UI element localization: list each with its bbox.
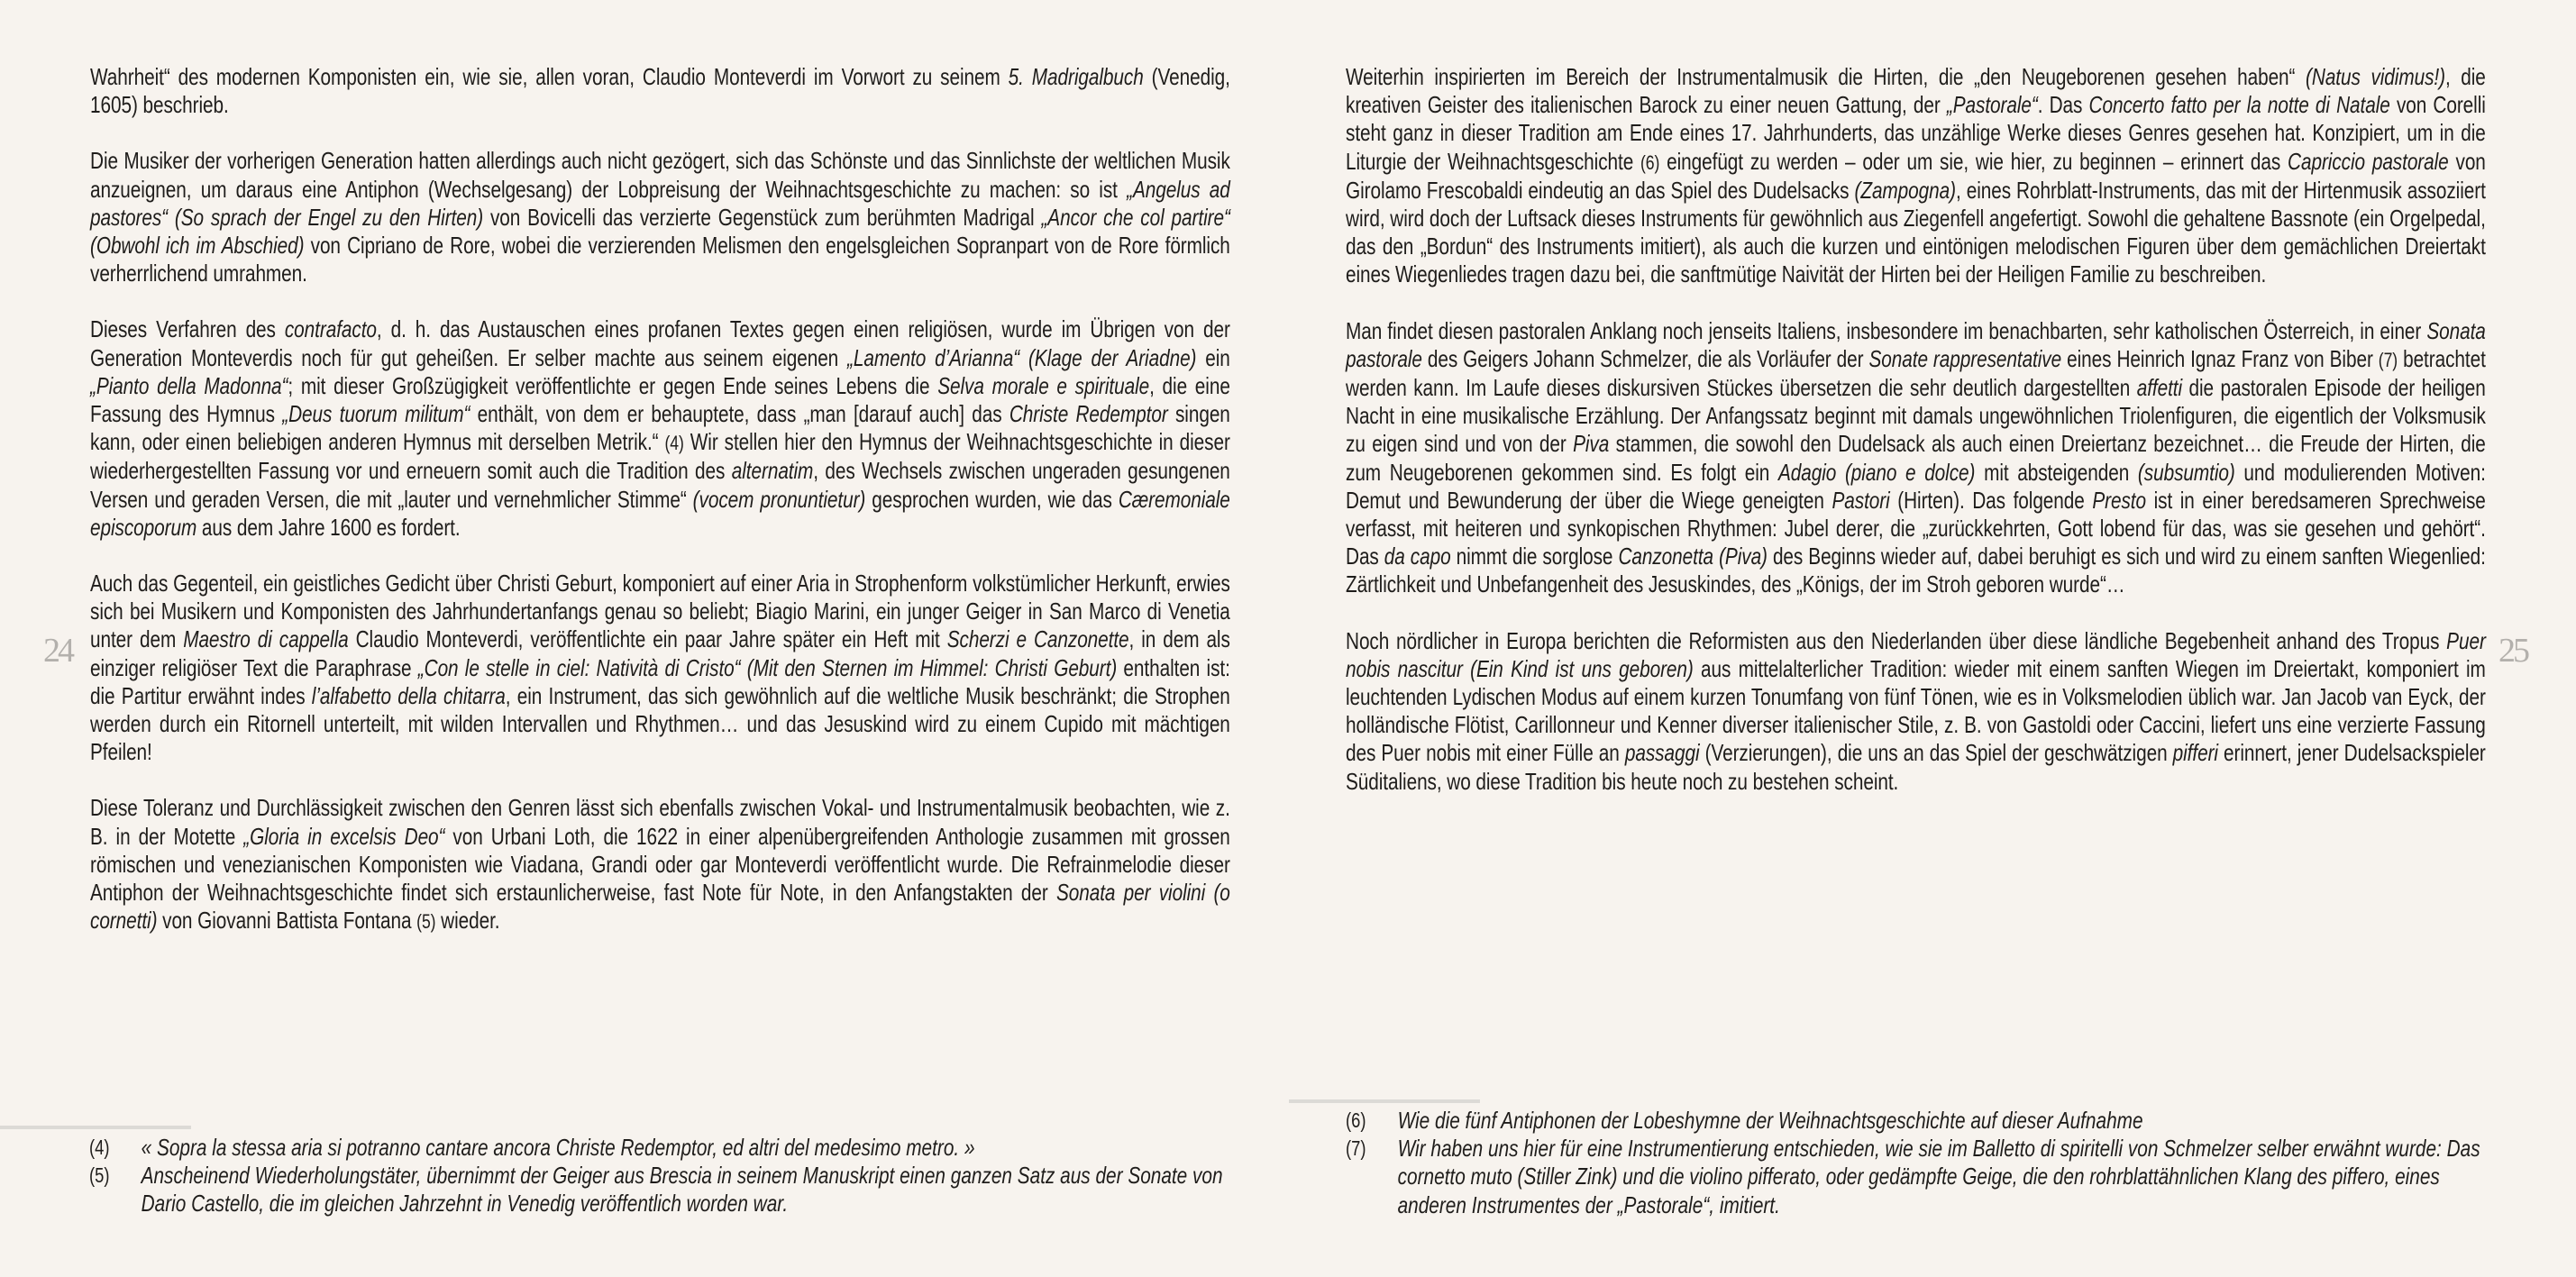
right-body-text xyxy=(1346,63,2486,824)
body-paragraph xyxy=(1346,627,2486,796)
footnote-number: (7) xyxy=(1346,1136,1366,1161)
text-run: erinnert, jener Dudelsackspieler Süditaliens, wo diese Tradition bis heute noch zu bestehen scheint. xyxy=(1346,739,2486,795)
footnote-text: Wir haben uns hier für eine Instrumentierung entschieden, wie sie im Balletto di spiritelli von Schmelzer selber erwähnt wurde: Das cornetto muto (Stiller Zink) und die violino pifferato, oder gedämpfte Geige, die den rohrblattähnlichen Klang des piffero, eines anderen Instrumentes der „Pastorale“, imitiert. xyxy=(1397,1135,2480,1218)
text-run: Man findet diesen pastoralen Anklang noch jenseits Italiens, insbesondere im benachbarten, sehr katholischen Österreich, in einer xyxy=(1346,316,2427,344)
text-run: ; mit dieser Großzügigkeit veröffentlichte er gegen Ende seines Lebens die xyxy=(288,371,938,399)
text-run: , die kreativen Geister des italienischen Barock zu einer neuen Gattung, der xyxy=(1346,63,2486,119)
footnote-text: « Sopra la stessa aria si potranno cantare ancora Christe Redemptor, ed altri del medesimo metro. » xyxy=(141,1134,975,1161)
italic-term: Piva xyxy=(1573,430,1610,458)
italic-term: „Lamento d’Arianna“ (Klage der Ariadne) xyxy=(847,343,1197,371)
text-run: Auch das Gegenteil, ein geistliches Gedicht über Christi Geburt, komponiert auf einer Aria in Strophenform volkstümlicher Herkunft, erwies sich bei Musikern und Komponisten des Jahrhundertanfangs genau so beliebt; Biagio Marini, ein junger Geiger in San Marco di Venetia unter dem xyxy=(90,570,1230,653)
text-run: von Bovicelli das verzierte Gegenstück zum berühmten Madrigal xyxy=(483,203,1042,231)
text-run: gesprochen wurden, wie das xyxy=(865,485,1119,513)
italic-term: passaggi xyxy=(1624,739,1700,767)
page-number-right: 25 xyxy=(2498,632,2527,670)
text-run: Claudio Monteverdi, veröffentlichte ein paar Jahre später ein Heft mit xyxy=(348,625,947,653)
italic-term: (vocem pronuntietur) xyxy=(692,485,866,513)
text-run: aus dem Jahre 1600 es fordert. xyxy=(196,513,461,541)
footnote-divider-right xyxy=(1289,1099,1480,1103)
footnote-reference: (7) xyxy=(2378,348,2398,371)
text-run: eines Heinrich Ignaz Franz von Biber xyxy=(2061,344,2379,372)
italic-term: Pastori xyxy=(1832,486,1890,514)
text-run: Diese Toleranz und Durchlässigkeit zwischen den Genren lässt sich ebenfalls zwischen Vokal- und Instrumentalmusik beobachten, wie z. B. in der Motette xyxy=(90,794,1230,850)
text-run: Weiterhin inspirierten im Bereich der Instrumentalmusik die Hirten, die „den Neugeborenen gesehen haben“ xyxy=(1346,63,2307,90)
left-footnotes xyxy=(89,1134,1230,1218)
italic-term: 5. Madrigalbuch xyxy=(1008,63,1144,90)
text-run: enthalten ist: die Partitur erwähnt indes xyxy=(90,653,1230,709)
text-run: , eines Rohrblatt-Instruments, das mit der Hirtenmusik assoziiert wird, wird doch der Luftsack dieses Instruments für gewöhnlich aus Ziegenfell angefertigt. Sowohl die gehaltene Bassnote (ein Orgelpedal, das den „Bordun“ des Instruments imitiert), als auch die kurzen und eintönigen melodischen Figuren über dem gemächlichen Dreiertakt eines Wiegenliedes tragen dazu bei, die sanftmütige Naivität der Hirten bei der Heiligen Familie zu beschreiben. xyxy=(1346,176,2486,288)
text-run: und modulierenden Motiven: Demut und Bewunderung der über die Wiege geneigten xyxy=(1346,458,2486,514)
text-run: aus mittelalterlicher Tradition: wieder mit einem sanften Wiegen im Dreiertakt, komponiert im leuchtenden Lydischen Modus auf einem kurzen Tonumfang von fünf Tönen, wie es in Volksmelodien üblich war. Jan Jacob van Eyck, der holländische Flötist, Carillonneur und Kenner diverser italienischer Stile, z. B. von Gastoldi oder Caccini, liefert uns eine verzierte Fassung des Puer nobis mit einer Fülle an xyxy=(1346,654,2486,767)
italic-term: (Natus vidimus!) xyxy=(2306,63,2445,90)
text-run: (Venedig, 1605) beschrieb. xyxy=(90,63,1230,119)
italic-term: Maestro di cappella xyxy=(183,625,349,653)
italic-term: Sonate rappresentative xyxy=(1868,344,2062,372)
text-run: von Girolamo Frescobaldi eindeutig an das Spiel des Dudelsacks xyxy=(1346,147,2486,204)
footnote-text: Anscheinend Wiederholungstäter, übernimmt der Geiger aus Brescia in seinem Manuskript einen ganzen Satz aus der Sonate von Dario Castello, die im gleichen Jahrzehnt in Venedig veröffentlich worden war. xyxy=(141,1162,1223,1218)
text-run: Dieses Verfahren des xyxy=(90,315,285,343)
text-run: , d. h. das Austauschen eines profanen Textes gegen einen religiösen, wurde im Übrigen von der Generation Monteverdis noch für gut geheißen. Er selber machte aus seinem eigenen xyxy=(90,315,1230,371)
text-run: (Hirten). Das folgende xyxy=(1889,486,2093,514)
footnote-text: Wie die fünf Antiphonen der Lobeshymne der Weihnachtsgeschichte auf dieser Aufnahme xyxy=(1397,1107,2143,1134)
text-run: von Giovanni Battista Fontana xyxy=(157,907,417,935)
text-run: Die Musiker der vorherigen Generation hatten allerdings auch nicht gezögert, sich das Schönste und das Sinnlichste der weltlichen Musik anzueignen, um daraus eine Antiphon (Wechselgesang) der Lobpreisung der Weihnachtsgeschichte zu machen: so ist xyxy=(90,147,1230,203)
text-run: , ein Instrument, das sich gewöhnlich auf die weltliche Musik beschränkt; die Strophen werden durch ein Ritornell unterteilt, mit wilden Intervallen und Rhythmen… und das Jesuskind wird zu einem Cupido mit mächtigen Pfeilen! xyxy=(90,681,1230,766)
italic-term: „Pianto della Madonna“ xyxy=(90,371,288,399)
text-run: Wir stellen hier den Hymnus der Weihnachtsgeschichte in dieser wiederhergestellten Fassung vor und erneuern somit auch die Tradition des xyxy=(90,428,1230,485)
italic-term: Presto xyxy=(2092,486,2146,514)
italic-term: alternatim xyxy=(731,457,814,485)
footnote xyxy=(89,1134,1230,1162)
body-paragraph xyxy=(1346,317,2486,599)
page-number-left: 24 xyxy=(43,632,72,670)
italic-term: Puer nobis nascitur (Ein Kind ist uns geboren) xyxy=(1346,626,2486,682)
footnote-number: (5) xyxy=(89,1163,110,1188)
italic-term: affetti xyxy=(2136,374,2183,402)
footnote-number: (4) xyxy=(89,1136,110,1159)
italic-term: da capo xyxy=(1384,543,1451,570)
text-run: des Geigers Johann Schmelzer, die als Vorläufer der xyxy=(1421,344,1869,372)
italic-term: Sonata per violini (o cornetti) xyxy=(90,879,1230,935)
body-paragraph xyxy=(90,794,1230,935)
italic-term: pifferi xyxy=(2172,739,2218,767)
text-run: enthält, von dem er behauptete, dass „man [darauf auch] das xyxy=(470,400,1009,428)
left-body-text xyxy=(90,63,1230,963)
text-run: von Urbani Loth, die 1622 in einer alpenübergreifenden Anthologie zusammen mit grossen römischen und venezianischen Komponisten wie Viadana, Grandi oder gar Monteverdi veröffentlicht wurde. Die Refrainmelodie dieser Antiphon der Weihnachtsgeschichte findet sich erstaunlicherweise, fast Note für Note, in den Anfangstakten der xyxy=(90,822,1230,907)
body-paragraph xyxy=(90,570,1230,766)
italic-term: Concerto fatto per la notte di Natale xyxy=(2088,91,2390,119)
footnote-reference: (6) xyxy=(1640,151,1660,174)
text-run: wieder. xyxy=(435,907,500,935)
text-run: , des Wechsels zwischen ungeraden gesungenen Versen und geraden Versen, die mit „lauter und vernehmlicher Stimme“ xyxy=(90,457,1230,513)
footnote xyxy=(1346,1135,2487,1219)
text-run: ist in einer beredsameren Sprechweise verfasst, mit heiteren und synkopischen Rhythmen: Jubel derer, die „zurückkehrten, Gott lobend für das, was sie gesehen und gehört“. Das xyxy=(1346,486,2486,570)
italic-term: Canzonetta (Piva) xyxy=(1618,543,1768,570)
footnote-divider-left xyxy=(0,1126,191,1129)
text-run: , die eine Fassung des Hymnus xyxy=(90,371,1230,428)
footnote-reference: (4) xyxy=(664,432,684,455)
italic-term: Cæremoniale episcoporum xyxy=(90,485,1230,541)
text-run: Wahrheit“ des modernen Komponisten ein, wie sie, allen voran, Claudio Monteverdi im Vorwort zu seinem xyxy=(90,63,1009,90)
body-paragraph xyxy=(1346,63,2486,289)
footnote xyxy=(1346,1107,2487,1135)
text-run: singen kann, oder einen beliebigen anderen Hymnus mit derselben Metrik.“ xyxy=(90,400,1230,456)
text-run: eingefügt zu werden – oder um sie, wie hier, zu beginnen – erinnert das xyxy=(1659,147,2288,175)
italic-term: Sonata pastorale xyxy=(1346,316,2486,372)
italic-term: „Angelus ad pastores“ (So sprach der Engel zu den Hirten) xyxy=(90,175,1230,231)
italic-term: Scherzi e Canzonette xyxy=(946,625,1129,653)
text-run: nimmt die sorglose xyxy=(1450,543,1619,570)
italic-term: contrafacto xyxy=(284,315,377,343)
italic-term: Capriccio pastorale xyxy=(2288,147,2449,175)
italic-term: „Deus tuorum militum“ xyxy=(282,400,470,428)
text-run: betrachtet werden kann. Im Laufe dieses diskursiven Stückes übersetzen die sehr deutlich dargestellten xyxy=(1346,344,2486,402)
text-run: . Das xyxy=(2037,91,2089,119)
italic-term: „Pastorale“ xyxy=(1946,91,2038,119)
text-run: Noch nördlicher in Europa berichten die Reformisten aus den Niederlanden über diese ländliche Begebenheit anhand des Tropus xyxy=(1346,626,2447,654)
text-run: mit absteigenden xyxy=(1975,458,2138,486)
text-run: von Corelli steht ganz in dieser Tradition am Ende eines 17. Jahrhunderts, das unzählige Werke dieses Genres gesehen hat. Konzipiert, um in die Liturgie der Weihnachtsgeschichte xyxy=(1346,91,2486,175)
text-run: ein xyxy=(1196,343,1230,371)
text-run: stammen, die sowohl den Dudelsack als auch einen Dreiertanz bezeichnet… die Freude der Hirten, die zum Neugeborenen gekommen sind. Es folgt ein xyxy=(1346,430,2486,486)
italic-term: (Zampogna) xyxy=(1854,176,1956,204)
footnote xyxy=(89,1162,1230,1218)
right-page xyxy=(1288,0,2576,1277)
text-run: die pastoralen Episode der heiligen Nacht in eine musikalische Erzählung. Der Anfangssatz beginnt mit damals ungewöhnlichen Triolenfiguren, die eigentlich der Volksmusik zu eigen sind und von der xyxy=(1346,374,2486,458)
body-paragraph xyxy=(90,63,1230,119)
text-run: des Beginns wieder auf, dabei beruhigt es sich und wird zu einem sanften Wiegenlied: Zärtlichkeit und Unbefangenheit des Jesuskindes, des „Königs, der im Stroh geboren wurde“… xyxy=(1346,543,2486,598)
italic-term: l’alfabetto della chitarra xyxy=(311,681,506,709)
body-paragraph xyxy=(90,147,1230,287)
italic-term: (subsumtio) xyxy=(2137,458,2235,486)
footnote-number: (6) xyxy=(1346,1108,1366,1132)
text-run: (Verzierungen), die uns an das Spiel der geschwätzigen xyxy=(1699,739,2173,767)
italic-term: Christe Redemptor xyxy=(1009,400,1168,428)
italic-term: Selva morale e spirituale xyxy=(937,371,1150,399)
italic-term: „Ancor che col partire“ (Obwohl ich im Abschied) xyxy=(90,203,1230,260)
footnote-reference: (5) xyxy=(416,910,436,934)
text-run: , in dem als einziger religiöser Text die Paraphrase xyxy=(90,625,1230,681)
right-footnotes xyxy=(1346,1107,2487,1219)
body-paragraph xyxy=(90,315,1230,542)
text-run: von Cipriano de Rore, wobei die verzierenden Melismen den engelsgleichen Sopranpart von de Rore förmlich verherrlichend umrahmen. xyxy=(90,232,1230,287)
italic-term: „Con le stelle in ciel: Natività di Cristo“ (Mit den Sternen im Himmel: Christi Geburt) xyxy=(417,653,1118,681)
italic-term: Adagio (piano e dolce) xyxy=(1777,458,1976,486)
italic-term: „Gloria in excelsis Deo“ xyxy=(243,822,445,850)
